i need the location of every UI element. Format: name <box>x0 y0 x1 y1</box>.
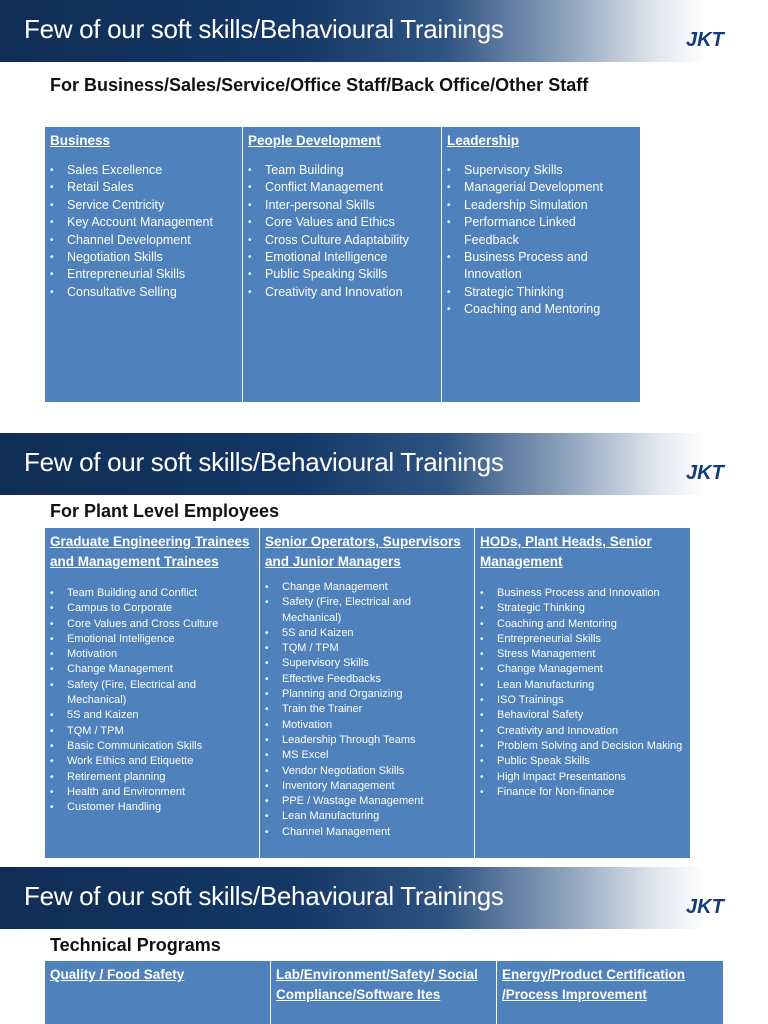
list-item: • Basic Communication Skills <box>50 739 253 754</box>
slide-subtitle: For Plant Level Employees <box>50 501 280 521</box>
column-header: HODs, Plant Heads, Senior Management <box>480 534 652 569</box>
column-header: Quality / Food Safety <box>50 967 185 982</box>
svg-text:JKT: JKT <box>686 462 724 482</box>
list-item: • Coaching and Mentoring <box>480 617 684 632</box>
list-item: • Emotional Intelligence <box>248 249 435 266</box>
list-item: • Train the Trainer <box>265 702 468 717</box>
list-item: • Behavioral Safety <box>480 708 684 723</box>
list-item: • 5S and Kaizen <box>265 626 468 641</box>
list-item: • Key Account Management <box>50 214 236 231</box>
list-item: • Motivation <box>50 647 253 662</box>
jkt-logo <box>686 29 760 49</box>
list-item: • Planning and Organizing <box>265 687 468 702</box>
list-item: • Team Building <box>248 162 435 179</box>
jkt-logo <box>686 896 760 916</box>
list-item: • PPE / Wastage Management <box>265 794 468 809</box>
list-item: • Public Speak Skills <box>480 754 684 769</box>
list-item: • Change Management <box>50 662 253 677</box>
column-hods-plant-heads <box>475 528 690 858</box>
column-header: Graduate Engineering Trainees and Management Trainees <box>50 534 250 569</box>
training-list <box>447 162 634 319</box>
list-item: • Entrepreneurial Skills <box>480 632 684 647</box>
list-item: • Safety (Fire, Electrical and Mechanical) <box>265 595 468 626</box>
list-item: • Business Process and Innovation <box>447 249 634 284</box>
training-list <box>50 586 253 815</box>
training-list <box>480 586 684 800</box>
list-item: • Team Building and Conflict <box>50 586 253 601</box>
slide-plant-level <box>0 433 768 867</box>
list-item: • Conflict Management <box>248 179 435 196</box>
list-item: • Safety (Fire, Electrical and Mechanical) <box>50 678 253 709</box>
list-item: • Core Values and Cross Culture <box>50 617 253 632</box>
column-business <box>45 127 243 402</box>
slide-header-banner <box>0 0 768 62</box>
list-item: • Leadership Simulation <box>447 197 634 214</box>
list-item: • Motivation <box>265 718 468 733</box>
list-item: • Business Process and Innovation <box>480 586 684 601</box>
svg-text:JKT: JKT <box>686 29 724 49</box>
list-item: • Managerial Development <box>447 179 634 196</box>
list-item: • Sales Excellence <box>50 162 236 179</box>
list-item: • Customer Handling <box>50 800 253 815</box>
list-item: • Performance Linked Feedback <box>447 214 634 249</box>
slide-business-staff <box>0 0 768 433</box>
column-leadership <box>442 127 640 402</box>
column-energy-certification <box>497 961 723 1024</box>
column-lab-environment <box>271 961 497 1024</box>
column-header: Senior Operators, Supervisors and Junior Managers <box>265 534 461 569</box>
list-item: • Negotiation Skills <box>50 249 236 266</box>
list-item: • Problem Solving and Decision Making <box>480 739 684 754</box>
training-table <box>45 127 640 402</box>
list-item: • Strategic Thinking <box>480 601 684 616</box>
list-item: • Stress Management <box>480 647 684 662</box>
slide-subtitle: For Business/Sales/Service/Office Staff/Back Office/Other Staff <box>50 75 589 95</box>
list-item: • Supervisory Skills <box>447 162 634 179</box>
list-item: • MS Excel <box>265 748 468 763</box>
list-item: • Work Ethics and Etiquette <box>50 754 253 769</box>
list-item: • Channel Development <box>50 232 236 249</box>
column-quality-food-safety <box>45 961 271 1024</box>
slide-subtitle: Technical Programs <box>50 935 221 955</box>
list-item: • Strategic Thinking <box>447 284 634 301</box>
column-graduate-trainees <box>45 528 260 858</box>
training-table <box>45 961 723 1024</box>
list-item: • Creativity and Innovation <box>248 284 435 301</box>
list-item: • Public Speaking Skills <box>248 266 435 283</box>
slide-header-banner <box>0 867 768 929</box>
column-senior-operators <box>260 528 475 858</box>
column-header: Lab/Environment/Safety/ Social Compliance/Software Ites <box>276 967 478 1002</box>
list-item: • Supervisory Skills <box>265 656 468 671</box>
list-item: • Entrepreneurial Skills <box>50 266 236 283</box>
list-item: • Lean Manufacturing <box>265 809 468 824</box>
svg-text:JKT: JKT <box>686 896 724 916</box>
list-item: • Channel Management <box>265 825 468 840</box>
list-item: • 5S and Kaizen <box>50 708 253 723</box>
list-item: • TQM / TPM <box>265 641 468 656</box>
list-item: • Service Centricity <box>50 197 236 214</box>
list-item: • Retail Sales <box>50 179 236 196</box>
list-item: • Change Management <box>480 662 684 677</box>
column-header: Leadership <box>447 133 520 148</box>
slide-title: Few of our soft skills/Behavioural Trainings <box>24 447 504 477</box>
training-table <box>45 528 690 858</box>
column-header: People Development <box>248 133 381 148</box>
list-item: • Coaching and Mentoring <box>447 301 634 318</box>
list-item: • Lean Manufacturing <box>480 678 684 693</box>
column-header: Business <box>50 133 111 148</box>
list-item: • Core Values and Ethics <box>248 214 435 231</box>
list-item: • High Impact Presentations <box>480 770 684 785</box>
training-list <box>265 580 468 840</box>
slide-title: Few of our soft skills/Behavioural Trainings <box>24 14 504 44</box>
list-item: • Cross Culture Adaptability <box>248 232 435 249</box>
column-header: Energy/Product Certification /Process Improvement <box>502 967 686 1002</box>
slide-technical-programs <box>0 867 768 1024</box>
list-item: • Leadership Through Teams <box>265 733 468 748</box>
list-item: • Inter-personal Skills <box>248 197 435 214</box>
list-item: • Campus to Corporate <box>50 601 253 616</box>
list-item: • Finance for Non-finance <box>480 785 684 800</box>
list-item: • Emotional Intelligence <box>50 632 253 647</box>
slide-title: Few of our soft skills/Behavioural Trainings <box>24 881 504 911</box>
list-item: • TQM / TPM <box>50 724 253 739</box>
list-item: • ISO Trainings <box>480 693 684 708</box>
jkt-logo <box>686 462 760 482</box>
list-item: • Health and Environment <box>50 785 253 800</box>
list-item: • Consultative Selling <box>50 284 236 301</box>
list-item: • Retirement planning <box>50 770 253 785</box>
training-list <box>248 162 435 301</box>
slide-header-banner <box>0 433 768 495</box>
list-item: • Creativity and Innovation <box>480 724 684 739</box>
list-item: • Inventory Management <box>265 779 468 794</box>
column-people-development <box>243 127 442 402</box>
list-item: • Effective Feedbacks <box>265 672 468 687</box>
list-item: • Vendor Negotiation Skills <box>265 764 468 779</box>
training-list <box>50 162 236 301</box>
list-item: • Change Management <box>265 580 468 595</box>
